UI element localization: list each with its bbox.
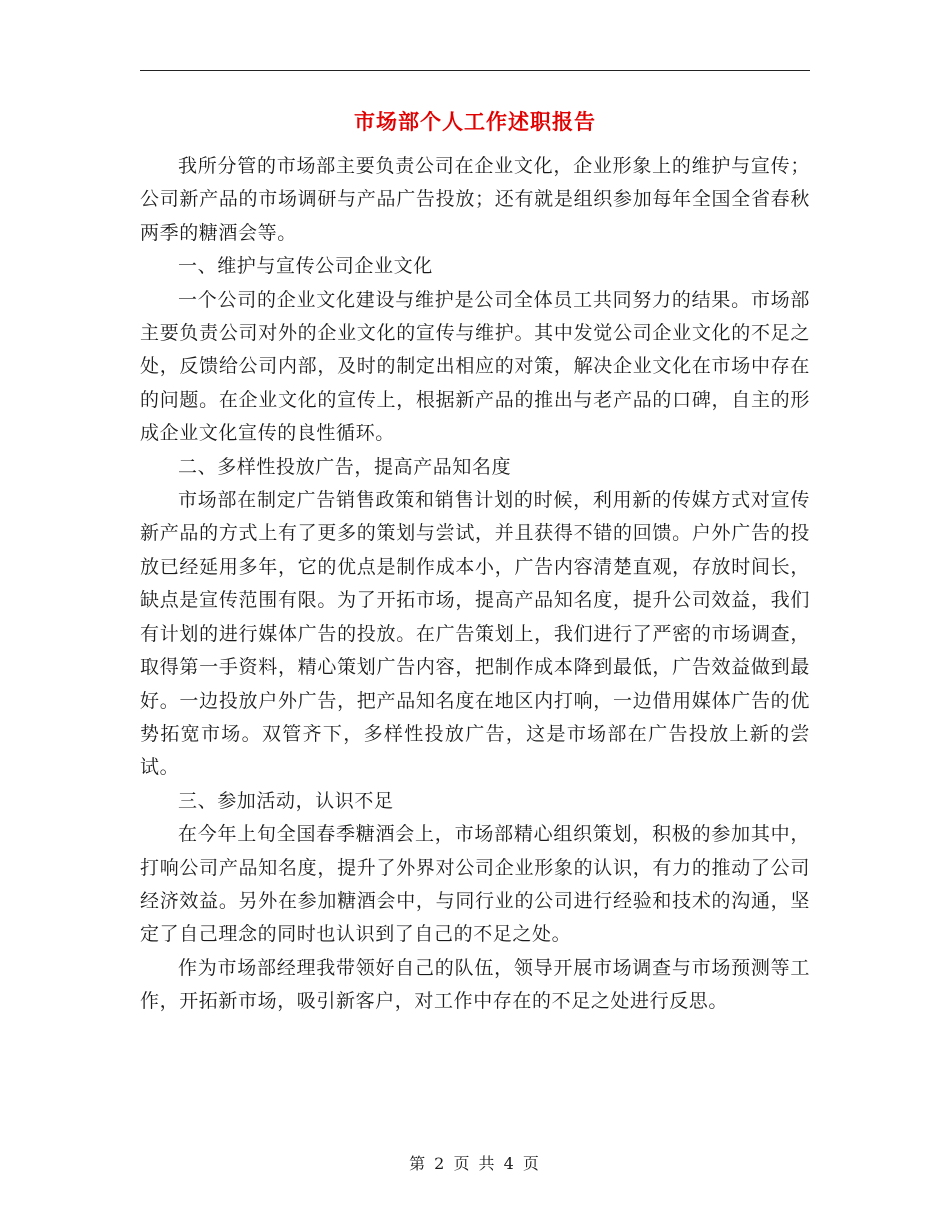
- section-3-paragraph: 在今年上旬全国春季糖酒会上，市场部精心组织策划，积极的参加其中，打响公司产品知名度，提升了外界对公司企业形象的认识，有力的推动了公司经济效益。另外在参加糖酒会中，与同行业的公司进行经验和技术的沟通，坚定了自己理念的同时也认识到了自己的不足之处。: [140, 823, 810, 946]
- section-heading-2: 二、多样性投放广告，提高产品知名度: [178, 455, 512, 478]
- document-title: 市场部个人工作述职报告: [354, 109, 596, 134]
- header-rule: [140, 70, 810, 71]
- page-number-footer: 第 2 页 共 4 页: [409, 1154, 541, 1173]
- document-page: [140, 104, 810, 1019]
- closing-paragraph: 作为市场部经理我带领好自己的队伍，领导开展市场调查与市场预测等工作，开拓新市场，吸引新客户，对工作中存在的不足之处进行反思。: [140, 956, 810, 1013]
- section-2-paragraph: 市场部在制定广告销售政策和销售计划的时候，利用新的传媒方式对宣传新产品的方式上有了更多的策划与尝试，并且获得不错的回馈。户外广告的投放已经延用多年，它的优点是制作成本小，广告内容清楚直观，存放时间长，缺点是宣传范围有限。为了开拓市场，提高产品知名度，提升公司效益，我们有计划的进行媒体广告的投放。在广告策划上，我们进行了严密的市场调查，取得第一手资料，精心策划广告内容，把制作成本降到最低，广告效益做到最好。一边投放户外广告，把产品知名度在地区内打响，一边借用媒体广告的优势拓宽市场。双管齐下，多样性投放广告，这是市场部在广告投放上新的尝试。: [140, 489, 810, 779]
- section-heading-1: 一、维护与宣传公司企业文化: [178, 255, 433, 278]
- section-heading-3: 三、参加活动，认识不足: [178, 789, 394, 812]
- section-1-paragraph: 一个公司的企业文化建设与维护是公司全体员工共同努力的结果。市场部主要负责公司对外的企业文化的宣传与维护。其中发觉公司企业文化的不足之处，反馈给公司内部，及时的制定出相应的对策，解决企业文化在市场中存在的问题。在企业文化的宣传上，根据新产品的推出与老产品的口碑，自主的形成企业文化宣传的良性循环。: [140, 288, 810, 445]
- intro-paragraph: 我所分管的市场部主要负责公司在企业文化，企业形象上的维护与宣传；公司新产品的市场调研与产品广告投放；还有就是组织参加每年全国全省春秋两季的糖酒会等。: [140, 155, 810, 244]
